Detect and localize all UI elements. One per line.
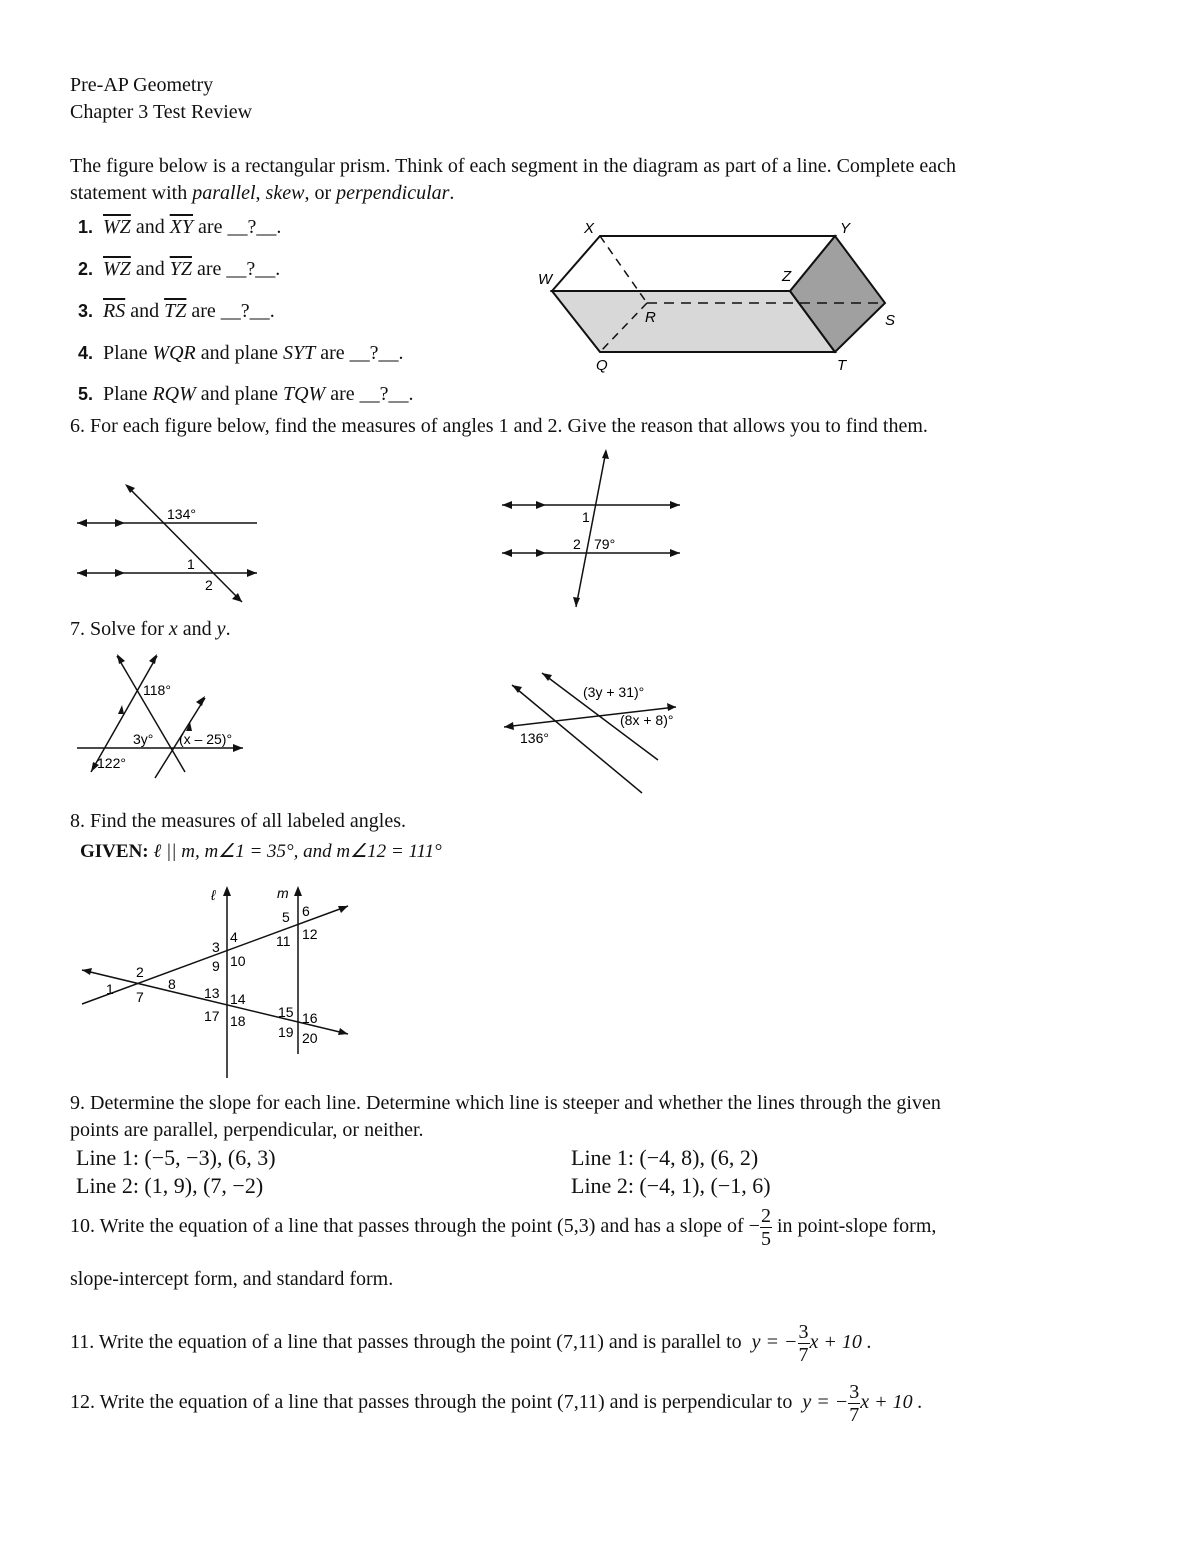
q-number: 3. [78, 301, 94, 321]
q-number: 2. [78, 259, 94, 279]
angle-134: 134° [167, 506, 196, 522]
label-t: T [837, 357, 847, 374]
label-y: Y [840, 220, 851, 237]
arrow [247, 569, 257, 577]
angle-136: 136° [520, 730, 549, 746]
plane-syt: SYT [282, 342, 316, 364]
text: 12. Write the equation of a line that passes through the point (7,11) and is perpendicular to [70, 1391, 793, 1414]
text: are [315, 342, 350, 364]
q9-a-line-2: Line 2: (1, 9), (7, −2) [76, 1173, 264, 1198]
text: 10. Write the equation of a line that passes through the point (5,3) and has a slope of [70, 1215, 744, 1238]
chapter-title: Chapter 3 Test Review [70, 101, 253, 123]
parallel-mark [115, 519, 125, 527]
text: . [269, 300, 275, 322]
text: Plane [103, 383, 153, 405]
given-statement [80, 840, 442, 863]
answer-blank: __?__ [349, 342, 399, 364]
neg-sign: − [748, 1215, 760, 1238]
sep: , or [304, 182, 337, 204]
text: and plane [195, 383, 283, 405]
q7-figure-1 [75, 650, 275, 780]
arrow [670, 501, 680, 509]
arrow [667, 703, 676, 711]
equation-part: y = − [751, 1331, 798, 1354]
arrow [223, 886, 231, 896]
q9-b-line-2: Line 2: (−4, 1), (−1, 6) [571, 1173, 771, 1198]
question-10 [70, 1206, 936, 1249]
angle-11: 11 [276, 933, 291, 949]
angle-13: 13 [204, 985, 220, 1001]
angle-118: 118° [143, 682, 171, 698]
transversal [127, 486, 242, 602]
angle-7: 7 [136, 989, 144, 1005]
angle-5: 5 [282, 909, 290, 925]
line-yz: $\overline{YZ}$ [169, 258, 192, 280]
question-2 [78, 258, 280, 281]
parallel-mark [118, 705, 124, 714]
word-skew: skew [265, 182, 305, 204]
line-rs: $\overline{RS}$ [103, 300, 126, 322]
q6-figure-1 [75, 480, 265, 610]
label-m: m [277, 885, 289, 901]
label-x: X [584, 220, 595, 237]
denominator: 5 [760, 1228, 771, 1250]
angle-9: 9 [212, 958, 220, 974]
word-parallel: parallel [192, 182, 256, 204]
arrow [233, 744, 243, 752]
course-title: Pre-AP Geometry [70, 74, 214, 96]
prism-top-face [552, 236, 835, 291]
intro-line-2 [70, 182, 454, 205]
given-label: GIVEN: [80, 841, 149, 862]
line-wz: $\overline{WZ}$ [103, 216, 131, 238]
text: and [177, 618, 217, 640]
q-number: 5. [78, 384, 94, 404]
arrow [77, 569, 87, 577]
angle-8: 8 [168, 976, 176, 992]
text: are [191, 258, 227, 280]
var-x: x [168, 618, 178, 640]
prism-front-face [552, 291, 835, 352]
angle-3y: 3y° [133, 731, 154, 747]
text: . [225, 618, 231, 640]
angle-19: 19 [278, 1024, 294, 1040]
question-10-line-2: slope-intercept form, and standard form. [70, 1268, 394, 1290]
fraction-3-7 [798, 1322, 810, 1365]
question-9-line-1: 9. Determine the slope for each line. Determine which line is steeper and whether the lines through the given [70, 1092, 941, 1114]
label-s: S [885, 312, 896, 329]
label-q: Q [596, 357, 608, 374]
answer-blank: __?__ [227, 216, 277, 238]
q9-a-line-1: Line 1: (−5, −3), (6, 3) [76, 1145, 276, 1170]
text: 11. Write the equation of a line that passes through the point (7,11) and is parallel to [70, 1331, 742, 1354]
text: and [130, 216, 170, 238]
denominator: 7 [798, 1344, 809, 1366]
plane-rqw: RQW [152, 383, 196, 405]
question-4 [78, 342, 404, 365]
q8-figure [80, 882, 360, 1082]
angle-10: 10 [230, 953, 246, 969]
angle-3y-31: (3y + 31)° [583, 684, 645, 700]
angle-12: 12 [302, 926, 318, 942]
fraction-2-5 [760, 1206, 772, 1249]
equation-part: x + 10 . [860, 1391, 923, 1414]
angle-x-25: (x – 25)° [179, 731, 233, 747]
arrow [82, 968, 92, 975]
question-1 [78, 216, 281, 239]
question-11 [70, 1322, 872, 1365]
answer-blank: __?__ [220, 300, 270, 322]
line-xy: $\overline{XY}$ [169, 216, 194, 238]
angle-1: 1 [582, 509, 590, 525]
numerator: 2 [760, 1205, 771, 1227]
intro-text: statement with [70, 182, 193, 204]
parallel-mark [536, 549, 546, 557]
text: 7. Solve for [70, 618, 169, 640]
text: in point-slope form, [776, 1215, 937, 1238]
denominator: 7 [849, 1404, 860, 1426]
answer-blank: __?__ [226, 258, 276, 280]
label-l: ℓ [211, 887, 216, 903]
arrow [338, 1028, 348, 1035]
angle-20: 20 [302, 1030, 318, 1046]
prism-figure [530, 215, 910, 375]
angle-1: 1 [187, 556, 195, 572]
label-w: W [538, 271, 553, 288]
question-8: 8. Find the measures of all labeled angles. [70, 810, 407, 832]
word-perpendicular: perpendicular [336, 182, 450, 204]
text: . [275, 258, 281, 280]
equation-part: x + 10 . [809, 1331, 872, 1354]
angle-1: 1 [106, 981, 114, 997]
angle-14: 14 [230, 991, 246, 1007]
q9-b-line-1: Line 1: (−4, 8), (6, 2) [571, 1145, 759, 1170]
numerator: 3 [849, 1381, 860, 1403]
var-y: y [216, 618, 226, 640]
arrow [294, 886, 302, 896]
q-number: 4. [78, 343, 94, 363]
text: and plane [195, 342, 283, 364]
question-9-line-2: points are parallel, perpendicular, or neither. [70, 1119, 424, 1141]
intro-line-1: The figure below is a rectangular prism. Think of each segment in the diagram as part of a line. Complete each [70, 155, 956, 177]
question-6: 6. For each figure below, find the measures of angles 1 and 2. Give the reason that allows you to find them. [70, 415, 928, 437]
question-12 [70, 1382, 923, 1425]
fraction-3-7 [848, 1382, 860, 1425]
angle-18: 18 [230, 1013, 246, 1029]
text: are [325, 383, 360, 405]
angle-79: 79° [594, 536, 616, 552]
numerator: 3 [798, 1321, 809, 1343]
arrow [338, 906, 348, 913]
text: . [398, 342, 404, 364]
angle-17: 17 [204, 1008, 220, 1024]
q6-figure-2 [500, 445, 690, 615]
equation-part: y = − [802, 1391, 849, 1414]
text: Plane [103, 342, 153, 364]
plane-tqw: TQW [282, 383, 326, 405]
label-z: Z [782, 268, 792, 285]
arrow [602, 449, 609, 459]
answer-blank: __?__ [359, 383, 409, 405]
line-wz: $\overline{WZ}$ [103, 258, 131, 280]
plane-wqr: WQR [152, 342, 196, 364]
angle-122: 122° [97, 755, 126, 771]
angle-2: 2 [573, 536, 581, 552]
arrow [573, 597, 580, 607]
question-5 [78, 383, 414, 406]
arrow [502, 501, 512, 509]
angle-2: 2 [136, 964, 144, 980]
text: and [130, 258, 170, 280]
arrow [504, 722, 514, 730]
q-number: 1. [78, 217, 94, 237]
angle-2: 2 [205, 577, 213, 593]
arrow [149, 654, 157, 664]
angle-3: 3 [212, 939, 220, 955]
question-3 [78, 300, 275, 323]
arrow [502, 549, 512, 557]
q7-figure-2 [500, 665, 700, 800]
arrow [77, 519, 87, 527]
arrow [117, 654, 125, 664]
sep: , [255, 182, 266, 204]
angle-16: 16 [302, 1010, 318, 1026]
angle-8x-8: (8x + 8)° [620, 712, 674, 728]
angle-4: 4 [230, 929, 238, 945]
text: . [276, 216, 282, 238]
angle-6: 6 [302, 903, 310, 919]
text: are [186, 300, 221, 322]
sep: . [449, 182, 455, 204]
transversal [576, 451, 606, 607]
text: are [193, 216, 228, 238]
line-tz: $\overline{TZ}$ [164, 300, 187, 322]
angle-15: 15 [278, 1004, 294, 1020]
line-a [117, 656, 185, 772]
text: . [408, 383, 414, 405]
arrow [670, 549, 680, 557]
question-7 [70, 618, 231, 641]
parallel-mark [536, 501, 546, 509]
label-r: R [645, 309, 656, 326]
text: and [125, 300, 165, 322]
parallel-mark [115, 569, 125, 577]
given-text: ℓ || m, m∠1 = 35°, and m∠12 = 111° [153, 841, 442, 862]
